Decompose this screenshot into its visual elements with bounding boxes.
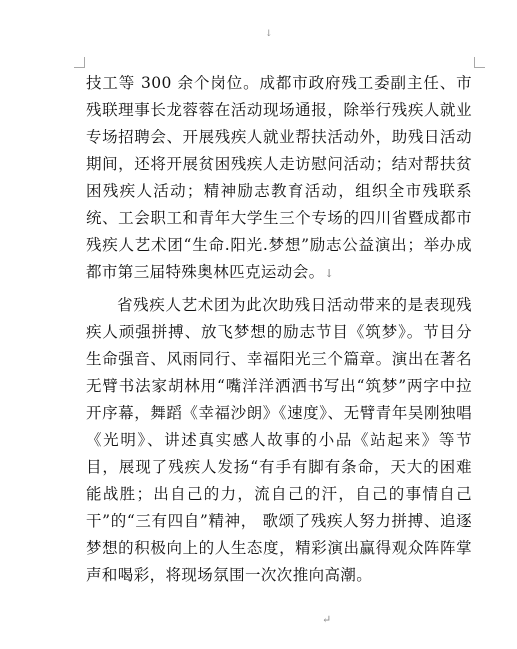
- top-right-crop-mark: [474, 57, 485, 68]
- paragraph-2-text: 省残疾人艺术团为此次助残日活动带来的是表现残疾人顽强拼搏、放飞梦想的励志节目《筑梦》。节目分生命强音、风雨同行、幸福阳光三个篇章。演出在著名无臂书法家胡林用“嘴洋洋洒洒书写出“筑梦”两字中拉开序幕，舞蹈《幸福沙朗》《速度》、无臂青年吴刚独唱《光明》、讲述真实感人故事的小品《站起来》等节目，展现了残疾人发扬“有手有脚有条命，天大的困难能战胜；出自己的力，流自己的汗，自己的事情自己干”的“三有四自”精神， 歌颂了残疾人努力拼搏、追逐梦想的积极向上的人生态度，精彩演出赢得观众阵阵掌声和喝彩，将现场氛围一次次推向高潮。: [86, 296, 472, 584]
- paragraph-2: [86, 292, 472, 589]
- paragraph-mark-icon: ↓: [324, 267, 335, 280]
- document-body[interactable]: [86, 70, 472, 589]
- end-paragraph-mark: ↵: [322, 613, 332, 626]
- paragraph-1-text: 技工等 300 余个岗位。成都市政府残工委副主任、市残联理事长龙蓉蓉在活动现场通报，除举行残疾人就业专场招聘会、开展残疾人就业帮扶活动外，助残日活动期间，还将开展贫困残疾人走访慰问活动；结对帮扶贫困残疾人活动；精神励志教育活动，组织全市残联系统、工会职工和青年大学生三个专场的四川省暨成都市残疾人艺术团“生命.阳光.梦想”励志公益演出；举办成都市第三届特殊奥林匹克运动会。: [86, 74, 472, 281]
- header-paragraph-mark: ↓: [265, 29, 273, 39]
- top-left-crop-mark: [74, 57, 85, 68]
- paragraph-1: [86, 70, 472, 287]
